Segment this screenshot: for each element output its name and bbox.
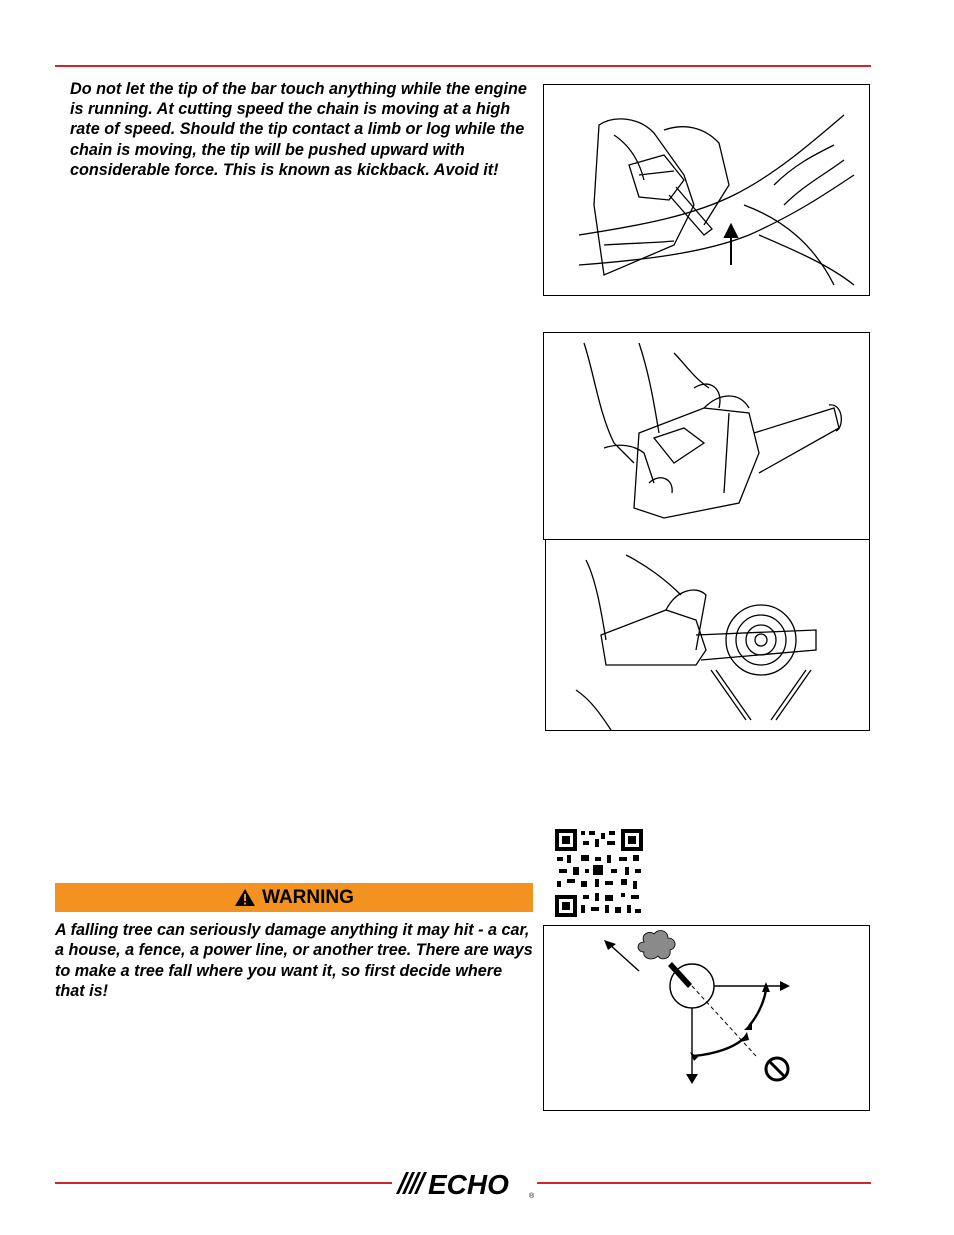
falling-tree-paragraph: A falling tree can seriously damage anything it may hit - a car, a house, a fence, a power line, or another tree. There are ways to make a tree fall where you want it, so first decide where that is! <box>55 921 533 1000</box>
warning-label: WARNING <box>262 886 354 908</box>
no-symbol-icon <box>766 1058 788 1080</box>
echo-logo <box>392 1166 538 1205</box>
warning-banner <box>55 883 533 912</box>
warning-triangle-icon <box>234 888 256 907</box>
bucking-log-illustration <box>545 539 870 731</box>
registered-mark: ® <box>529 1193 535 1200</box>
qr-code[interactable] <box>555 829 643 917</box>
chainsaw-grip-illustration <box>543 332 870 540</box>
header-rule <box>55 65 871 67</box>
footer-rule-left <box>55 1182 392 1184</box>
echo-logo-text: ECHO <box>428 1169 509 1200</box>
footer-rule-right <box>537 1182 871 1184</box>
kickback-paragraph: Do not let the tip of the bar touch anything while the engine is running. At cutting speed the chain is moving at a high rate of speed. Should the tip contact a limb or log while the chain is moving, the tip will be pushed upward with considerable force. This is known as kickback. Avoid it! <box>70 80 527 179</box>
felling-direction-diagram <box>543 925 870 1111</box>
kickback-illustration <box>543 84 870 296</box>
